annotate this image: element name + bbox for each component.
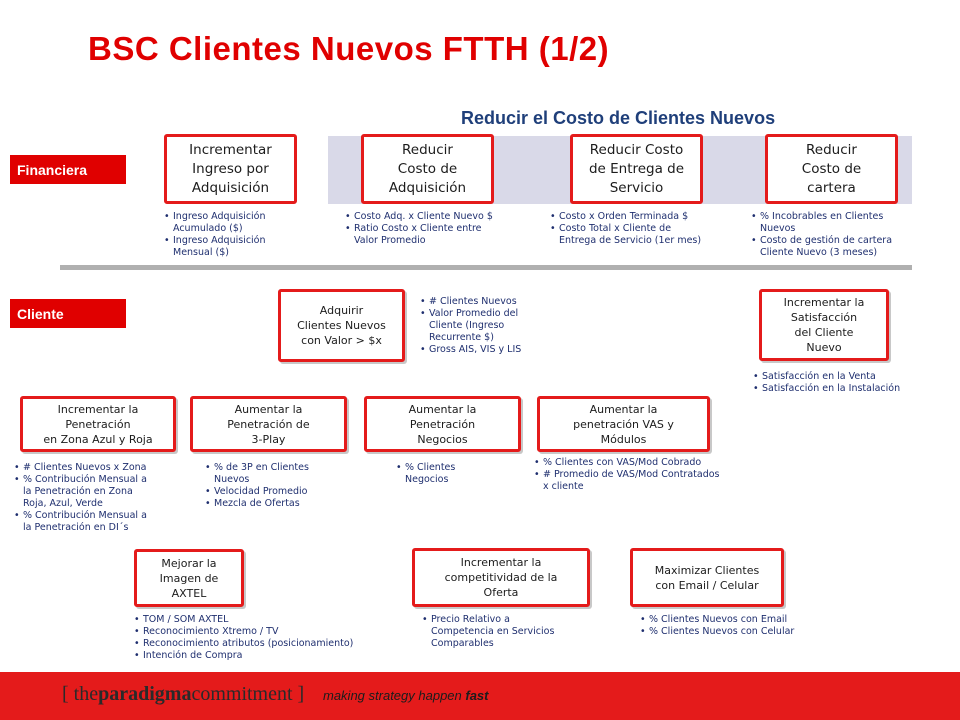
kpi-item: • Reconocimiento Xtremo / TV (134, 626, 404, 638)
objective-penetracion-zona[interactable]: Incrementar la Penetración en Zona Azul y Roja (20, 396, 176, 452)
kpi-item: • Costo de gestión de cartera Cliente Nuevo (3 meses) (751, 235, 931, 259)
objective-penetracion-negocios[interactable]: Aumentar la Penetración Negocios (364, 396, 521, 452)
perspective-cliente: Cliente (10, 299, 126, 328)
logo-bracket-open: [ (62, 683, 69, 705)
tagline-main: making strategy happen (323, 688, 466, 703)
objective-reducir-costo-adquisicion[interactable]: Reducir Costo de Adquisición (361, 134, 494, 204)
kpi-item: • Costo Total x Cliente de Entrega de Servicio (1er mes) (550, 223, 740, 247)
objective-adquirir-clientes[interactable]: Adquirir Clientes Nuevos con Valor > $x (278, 289, 405, 362)
kpi-item: • Satisfacción en la Venta (753, 371, 943, 383)
objective-imagen-axtel[interactable]: Mejorar la Imagen de AXTEL (134, 549, 244, 607)
page-title: BSC Clientes Nuevos FTTH (1/2) (88, 30, 610, 67)
kpi-item: • Intención de Compra (134, 650, 404, 662)
kpi-item: • Ratio Costo x Cliente entre Valor Promedio (345, 223, 535, 247)
kpi-item: • % Clientes con VAS/Mod Cobrado (534, 457, 754, 469)
kpi-list-incrementar-ingreso (164, 211, 314, 259)
kpi-item: • % Contribución Mensual a la Penetración en DI´s (14, 510, 184, 534)
kpi-list-reducir-costo-entrega (550, 211, 740, 247)
kpi-item: • % Clientes Nuevos con Celular (640, 626, 840, 638)
logo-the: the (73, 683, 99, 705)
logo-commitment: commitment (191, 683, 293, 705)
kpi-list-penetracion-vas (534, 457, 754, 493)
kpi-item: • Satisfacción en la Instalación (753, 383, 943, 395)
perspective-divider (60, 265, 912, 270)
kpi-list-clientes-email (640, 614, 840, 638)
kpi-item: • Ingreso Adquisición Mensual ($) (164, 235, 314, 259)
perspective-financiera: Financiera (10, 155, 126, 184)
footer-tagline (323, 688, 489, 703)
kpi-list-reducir-costo-adquisicion (345, 211, 535, 247)
kpi-item: • Mezcla de Ofertas (205, 498, 355, 510)
kpi-list-adquirir-clientes (420, 296, 570, 356)
logo-bracket-close: ] (297, 683, 305, 705)
kpi-item: • # Promedio de VAS/Mod Contratados x cliente (534, 469, 754, 493)
kpi-item: • Precio Relativo a Competencia en Servicios Comparables (422, 614, 592, 650)
kpi-item: • % Clientes Nuevos con Email (640, 614, 840, 626)
kpi-list-penetracion-negocios (396, 462, 516, 486)
kpi-list-satisfaccion-cliente (753, 371, 943, 395)
objective-incrementar-ingreso[interactable]: Incrementar Ingreso por Adquisición (164, 134, 297, 204)
kpi-item: • % Incobrables en Clientes Nuevos (751, 211, 931, 235)
kpi-item: • Costo Adq. x Cliente Nuevo $ (345, 211, 535, 223)
kpi-item: • # Clientes Nuevos (420, 296, 570, 308)
kpi-item: • % Clientes Negocios (396, 462, 516, 486)
kpi-item: • Gross AIS, VIS y LIS (420, 344, 570, 356)
logo-paradigma: paradigma (98, 683, 192, 705)
objective-clientes-email[interactable]: Maximizar Clientes con Email / Celular (630, 548, 784, 607)
objective-reducir-costo-entrega[interactable]: Reducir Costo de Entrega de Servicio (570, 134, 703, 204)
objective-reducir-costo-cartera[interactable]: Reducir Costo de cartera (765, 134, 898, 204)
kpi-item: • Valor Promedio del Cliente (Ingreso Recurrente $) (420, 308, 570, 344)
kpi-item: • TOM / SOM AXTEL (134, 614, 404, 626)
kpi-list-competitividad-oferta (422, 614, 592, 650)
paradigma-logo (62, 683, 304, 706)
kpi-item: • % Contribución Mensual a la Penetración en Zona Roja, Azul, Verde (14, 474, 184, 510)
kpi-list-penetracion-3play (205, 462, 355, 510)
kpi-item: • Costo x Orden Terminada $ (550, 211, 740, 223)
objective-satisfaccion-cliente[interactable]: Incrementar la Satisfacción del Cliente Nuevo (759, 289, 889, 361)
objective-penetracion-vas[interactable]: Aumentar la penetración VAS y Módulos (537, 396, 710, 452)
kpi-list-penetracion-zona (14, 462, 184, 534)
kpi-item: • Velocidad Promedio (205, 486, 355, 498)
tagline-fast: fast (465, 688, 489, 703)
kpi-item: • Reconocimiento atributos (posicionamiento) (134, 638, 404, 650)
kpi-list-imagen-axtel (134, 614, 404, 662)
kpi-item: • # Clientes Nuevos x Zona (14, 462, 184, 474)
objective-penetracion-3play[interactable]: Aumentar la Penetración de 3-Play (190, 396, 347, 452)
theme-title: Reducir el Costo de Clientes Nuevos (461, 108, 776, 128)
kpi-item: • Ingreso Adquisición Acumulado ($) (164, 211, 314, 235)
kpi-list-reducir-costo-cartera (751, 211, 931, 259)
kpi-item: • % de 3P en Clientes Nuevos (205, 462, 355, 486)
objective-competitividad-oferta[interactable]: Incrementar la competitividad de la Oferta (412, 548, 590, 607)
